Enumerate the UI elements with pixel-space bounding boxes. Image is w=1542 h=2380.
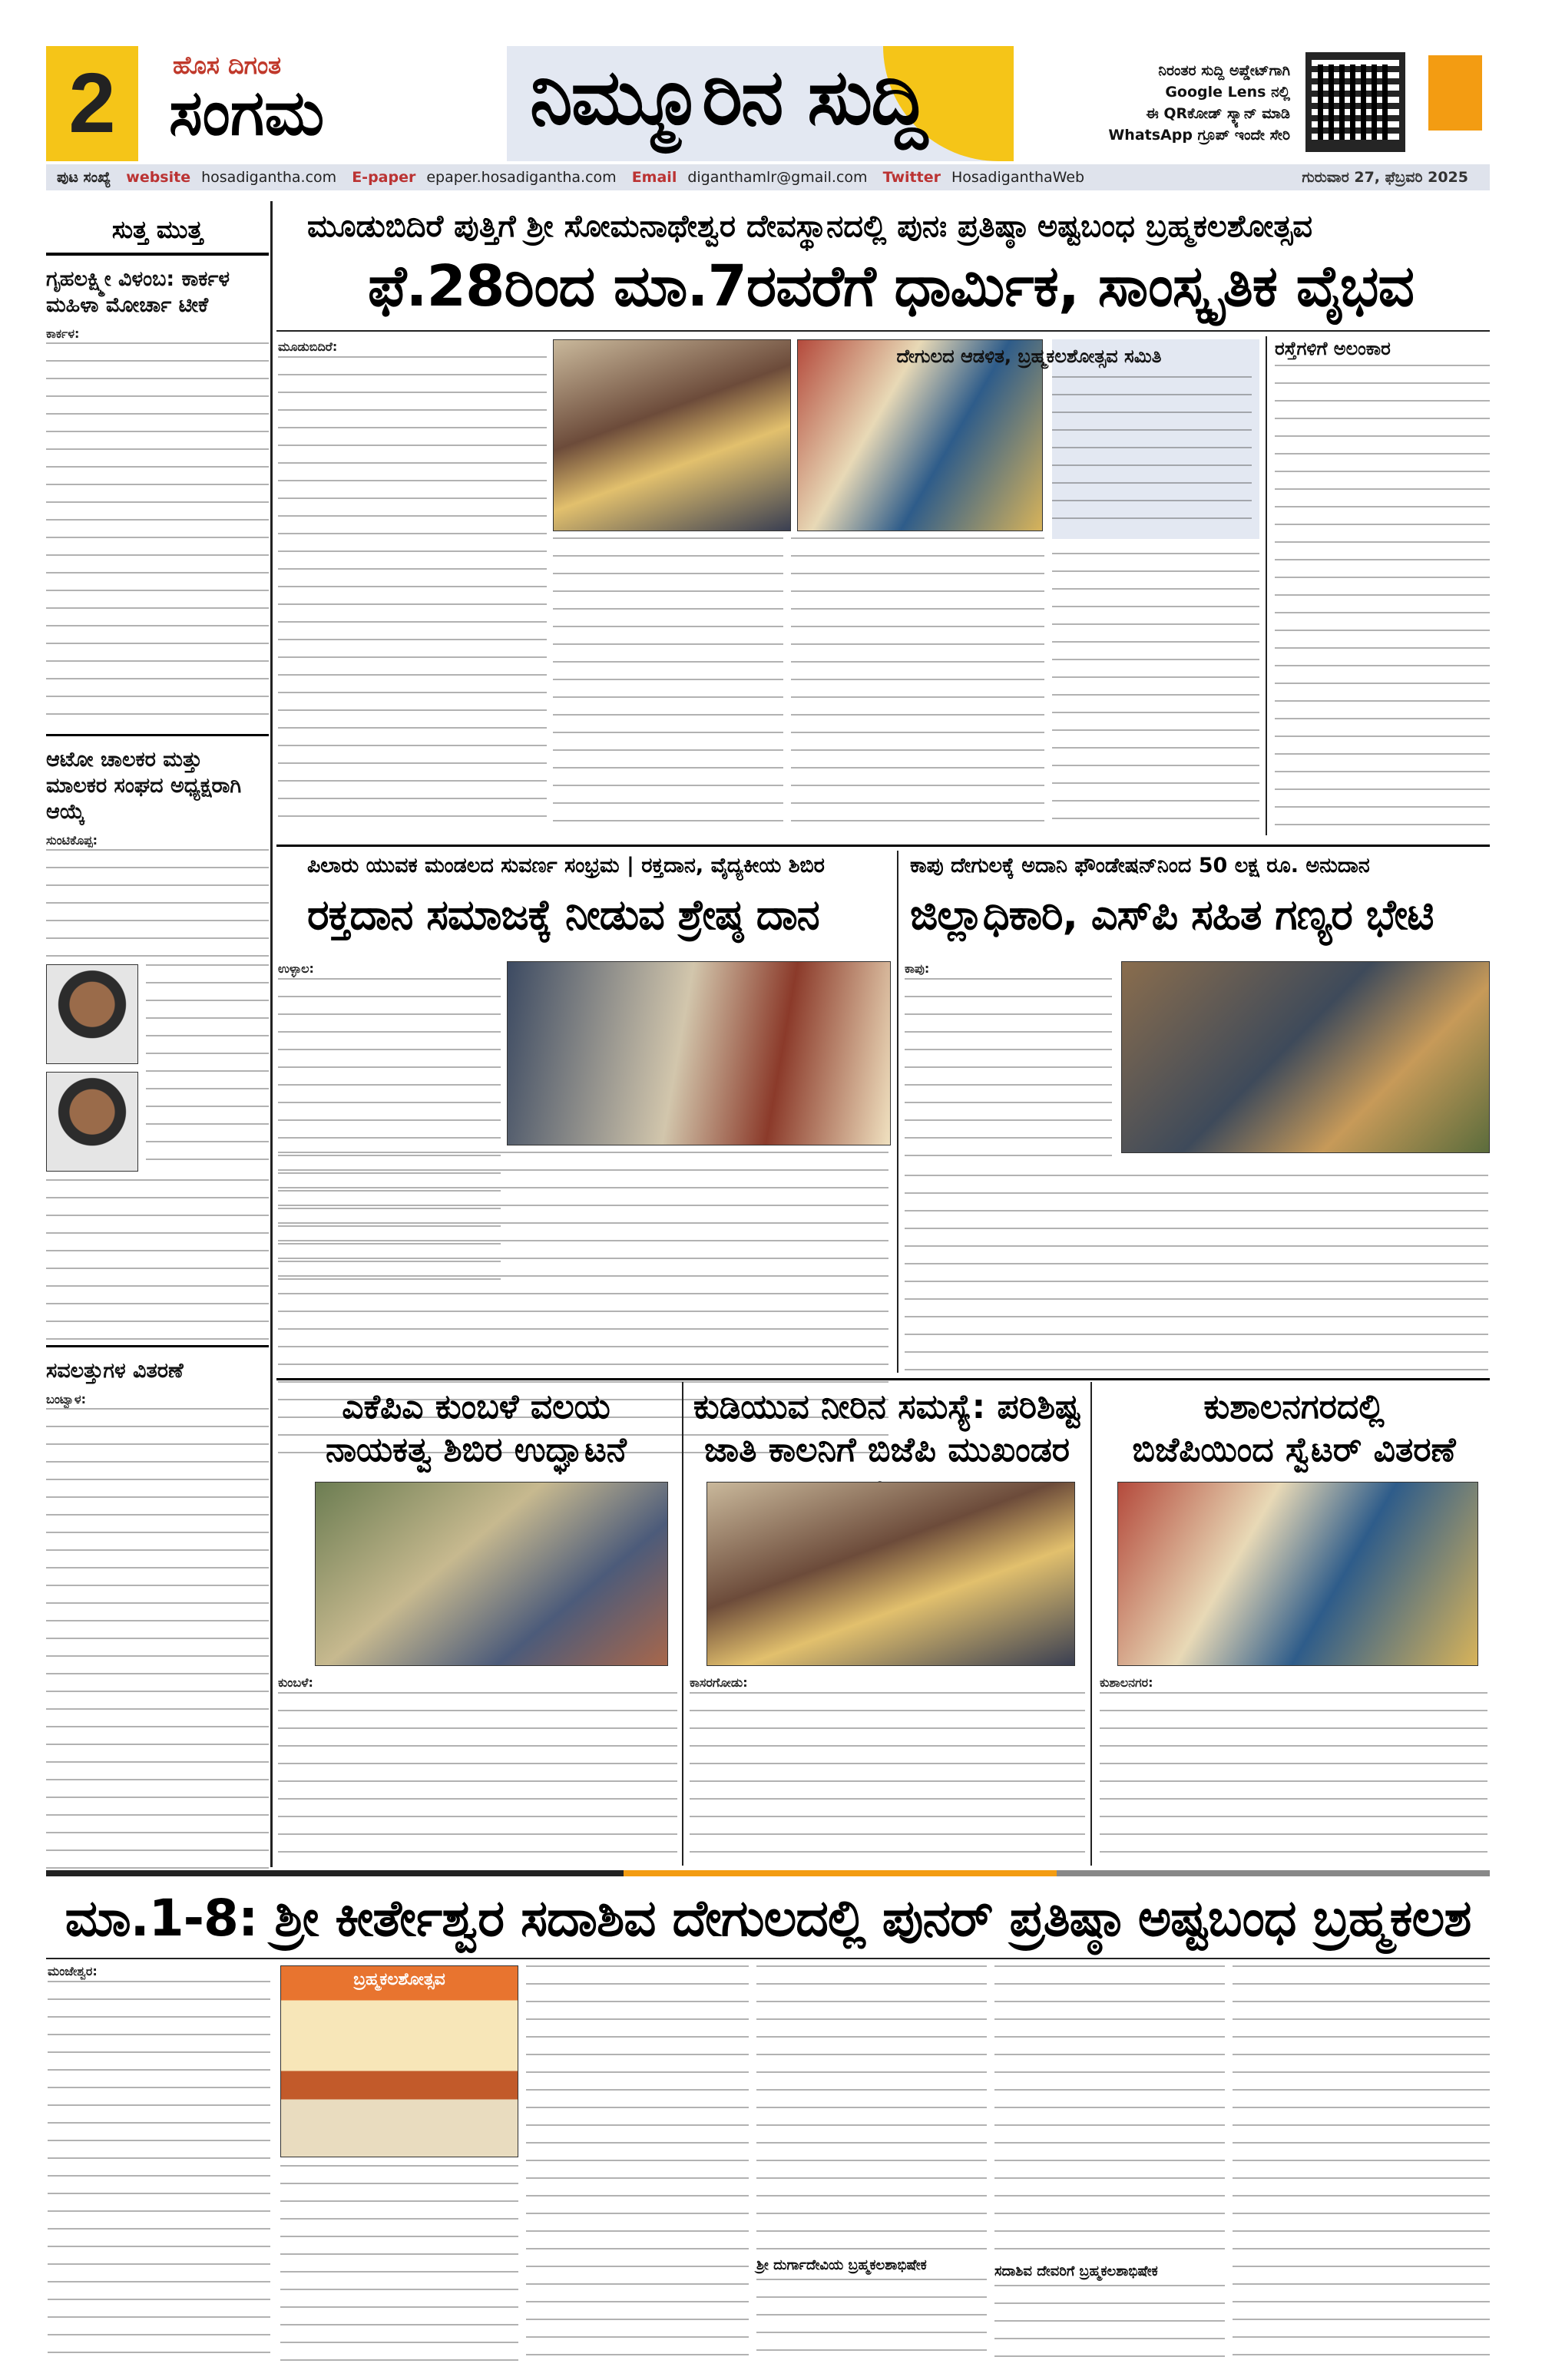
epaper-link[interactable]: epaper.hosadigantha.com — [426, 169, 617, 186]
divider — [46, 1345, 269, 1347]
bottom-col-2 — [280, 2165, 518, 2365]
row3-right-headline-1: ಕುಶಾಲನಗರದಲ್ಲಿ — [1203, 1387, 1385, 1426]
divider — [897, 851, 898, 1373]
top-dateline: ಮೂಡುಬಿದಿರೆ: — [278, 339, 338, 354]
left-article-2-side-text — [146, 964, 269, 1172]
left-article-3-text — [46, 1408, 269, 1869]
left-dateline-3: ಬಂಟ್ವಾಳ: — [46, 1392, 86, 1407]
row3-left-dateline: ಕುಂಬಳೆ: — [278, 1675, 313, 1690]
temple-deity-photo-1 — [553, 339, 791, 531]
mid-left-kicker: ಪಿಲಾರು ಯುವಕ ಮಂಡಲದ ಸುವರ್ಣ ಸಂಭ್ರಮ | ರಕ್ತದಾನ, ವೈದ್ಯಕೀಯ ಶಿಬಿರ — [307, 854, 825, 878]
color-strip — [46, 1870, 1490, 1876]
orange-accent — [1428, 55, 1482, 131]
bottom-headline: ಮಾ.1-8: ಶ್ರೀ ಕೀರ್ತೇಶ್ವರ ಸದಾಶಿವ ದೇಗುಲದಲ್ಲಿ ಪುನರ್ ಪ್ರತಿಷ್ಠಾ ಅಷ್ಟಬಂಧ ಬ್ರಹ್ಮಕಲಶ — [65, 1889, 1471, 1948]
qr-line-4: WhatsApp ಗ್ರೂಪ್ ಇಂದೇ ಸೇರಿ — [1108, 127, 1290, 144]
row3-mid-headline-2: ಜಾತಿ ಕಾಲನಿಗೆ ಬಿಜೆಪಿ ಮುಖಂಡರ — [703, 1430, 1070, 1469]
bottom-dateline: ಮಂಜೇಶ್ವರ: — [48, 1964, 98, 1978]
divider — [46, 1958, 1490, 1959]
left-dateline-1: ಕಾರ್ಕಳ: — [46, 326, 80, 341]
top-article-col-1 — [278, 356, 547, 832]
water-issue-photo — [706, 1482, 1075, 1666]
row3-mid-dateline: ಕಾಸರಗೋಡು: — [690, 1675, 748, 1690]
mid-right-headline: ಜಿಲ್ಲಾಧಿಕಾರಿ, ಎಸ್‌ಪಿ ಸಹಿತ ಗಣ್ಯರ ಭೇಟಿ — [910, 891, 1434, 939]
page-number: 2 — [46, 46, 138, 161]
row3-right-headline — [1098, 1386, 1490, 1472]
divider — [46, 734, 269, 736]
mid-right-kicker: ಕಾಪು ದೇಗುಲಕ್ಕೆ ಅದಾನಿ ಫೌಂಡೇಷನ್‌ನಿಂದ 50 ಲಕ್ಷ ರೂ. ಅನುದಾನ — [910, 854, 1370, 878]
mid-right-col-2 — [905, 1175, 1488, 1370]
row3-mid-text — [690, 1692, 1085, 1861]
email-link[interactable]: diganthamlr@gmail.com — [687, 169, 868, 186]
poster-title: ಬ್ರಹ್ಮಕಲಶೋತ್ಸವ — [353, 1970, 445, 1989]
page-label: ಪುಟ ಸಂಖ್ಯೆ — [57, 169, 111, 186]
left-article-2-text — [46, 849, 269, 957]
divider — [1090, 1382, 1092, 1866]
committee-text — [1052, 376, 1252, 530]
portrait-photo-1 — [46, 964, 138, 1064]
left-headline-1: ಗೃಹಲಕ್ಷ್ಮೀ ವಿಳಂಬ: ಕಾರ್ಕಳ ಮಹಿಳಾ ಮೋರ್ಚಾ ಟೀಕೆ — [46, 267, 230, 317]
row3-right-headline-2: ಬಿಜೆಪಿಯಿಂದ ಸ್ವೆಟರ್ ವಿತರಣೆ — [1132, 1430, 1456, 1469]
bottom-col-4 — [756, 1965, 987, 2249]
row3-right-dateline: ಕುಶಾಲನಗರ: — [1100, 1675, 1153, 1690]
email-key: Email — [631, 169, 677, 186]
info-strip — [46, 164, 1490, 190]
left-headline-3: ಸವಲತ್ತುಗಳ ವಿತರಣೆ — [46, 1359, 184, 1383]
bottom-subhead-2: ಸದಾಶಿವ ದೇವರಿಗೆ ಬ್ರಹ್ಮಕಲಶಾಭಿಷೇಕ — [994, 2263, 1158, 2279]
website-key: website — [126, 169, 191, 186]
mid-left-headline: ರಕ್ತದಾನ ಸಮಾಜಕ್ಕೆ ನೀಡುವ ಶ್ರೇಷ್ಠ ದಾನ — [307, 891, 819, 939]
committee-title: ದೇಗುಲದ ಆಡಳಿತ, ಬ್ರಹ್ಮಕಲಶೋತ್ಸವ ಸಮಿತಿ — [896, 345, 1162, 367]
row3-left-headline — [276, 1386, 676, 1472]
qr-line-1: ನಿರಂತರ ಸುದ್ದಿ ಅಪ್ಡೇಟ್‌ಗಾಗಿ — [1158, 62, 1290, 79]
row3-left-headline-1: ಎಕೆಪಿಎ ಕುಂಬಳೆ ವಲಯ — [342, 1387, 611, 1426]
epaper-key: E-paper — [352, 169, 416, 186]
blood-donation-photo — [507, 961, 891, 1145]
qr-line-3: ಈ QRಕೋಡ್ ಸ್ಕ್ಯಾನ್ ಮಾಡಿ — [1146, 105, 1290, 122]
column-divider — [270, 201, 273, 1867]
divider — [1266, 336, 1267, 835]
bottom-col-5 — [994, 1965, 1225, 2257]
left-dateline-2: ಸುಂಟಿಕೊಪ್ಪ: — [46, 833, 98, 848]
portrait-photo-2 — [46, 1072, 138, 1172]
top-kicker: ಮೂಡುಬಿದಿರೆ ಪುತ್ತಿಗೆ ಶ್ರೀ ಸೋಮನಾಥೇಶ್ವರ ದೇವಸ್ಥಾನದಲ್ಲಿ ಪುನಃ ಪ್ರತಿಷ್ಠಾ ಅಷ್ಟಬಂಧ ಬ್ರಹ್ಮಕಲಶೋತ್ಸವ — [307, 209, 1313, 244]
brand-name: ಸಂಗಮ — [169, 77, 325, 150]
mid-left-dateline: ಉಳ್ಳಾಲ: — [278, 961, 314, 976]
bottom-col-5b — [994, 2285, 1225, 2365]
website-link[interactable]: hosadigantha.com — [201, 169, 337, 186]
qr-instructions — [1106, 60, 1290, 146]
side-title: ರಸ್ತೆಗಳಿಗೆ ಅಲಂಕಾರ — [1275, 338, 1391, 359]
top-article-col-4 — [1052, 553, 1259, 829]
row3-right-text — [1100, 1692, 1487, 1861]
issue-date: ಗುರುವಾರ 27, ಫೆಬ್ರವರಿ 2025 — [1302, 169, 1468, 186]
temple-visit-photo — [1121, 961, 1490, 1153]
row3-left-text — [278, 1692, 677, 1861]
twitter-link[interactable]: HosadiganthaWeb — [951, 169, 1085, 186]
side-article-text — [1275, 365, 1490, 833]
row3-mid-headline-1: ಕುಡಿಯುವ ನೀರಿನ ಸಮಸ್ಯೆ: ಪರಿಶಿಷ್ಟ — [693, 1387, 1081, 1426]
twitter-key: Twitter — [882, 169, 941, 186]
divider — [276, 330, 1490, 332]
left-article-2-more-text — [46, 1179, 269, 1340]
qr-code-pattern — [1318, 64, 1393, 140]
top-headline: ಫೆ.28ರಿಂದ ಮಾ.7ರವರೆಗೆ ಧಾರ್ಮಿಕ, ಸಾಂಸ್ಕೃತಿಕ ವೈಭವ — [368, 253, 1414, 319]
mid-right-col-1 — [905, 978, 1112, 1170]
brand-logo-small: ಹೊಸ ದಿಗಂತ — [173, 51, 282, 80]
bottom-col-1 — [48, 1981, 270, 2365]
section-header: ಸುತ್ತ ಮುತ್ತ — [46, 207, 269, 256]
sweater-distribution-photo — [1117, 1482, 1478, 1666]
bottom-col-3 — [526, 1965, 749, 2365]
left-article-1-text — [46, 342, 269, 726]
divider — [276, 845, 1490, 847]
top-article-col-2 — [553, 537, 783, 829]
bottom-col-6 — [1233, 1965, 1490, 2365]
divider — [682, 1382, 683, 1866]
qr-line-2: Google Lens ನಲ್ಲಿ — [1165, 84, 1290, 101]
page-title: ನಿಮ್ಮೂರಿನ ಸುದ್ದಿ — [530, 52, 926, 142]
festival-poster-image — [280, 1965, 518, 2157]
row3-left-headline-2: ನಾಯಕತ್ವ ಶಿಬಿರ ಉದ್ಘಾಟನೆ — [326, 1430, 627, 1469]
left-headline-2: ಆಟೋ ಚಾಲಕರ ಮತ್ತು ಮಾಲಕರ ಸಂಘದ ಅಧ್ಯಕ್ಷರಾಗಿ ಆಯ್ಕೆ — [46, 748, 242, 824]
left-column — [46, 207, 269, 1881]
bottom-col-4b — [756, 2279, 987, 2365]
bottom-subhead-1: ಶ್ರೀ ದುರ್ಗಾದೇವಿಯ ಬ್ರಹ್ಮಕಲಶಾಭಿಷೇಕ — [756, 2257, 927, 2273]
mid-right-dateline: ಕಾಪು: — [905, 961, 930, 976]
leadership-camp-photo — [315, 1482, 668, 1666]
top-article-col-3 — [791, 537, 1044, 829]
divider — [276, 1378, 1490, 1380]
